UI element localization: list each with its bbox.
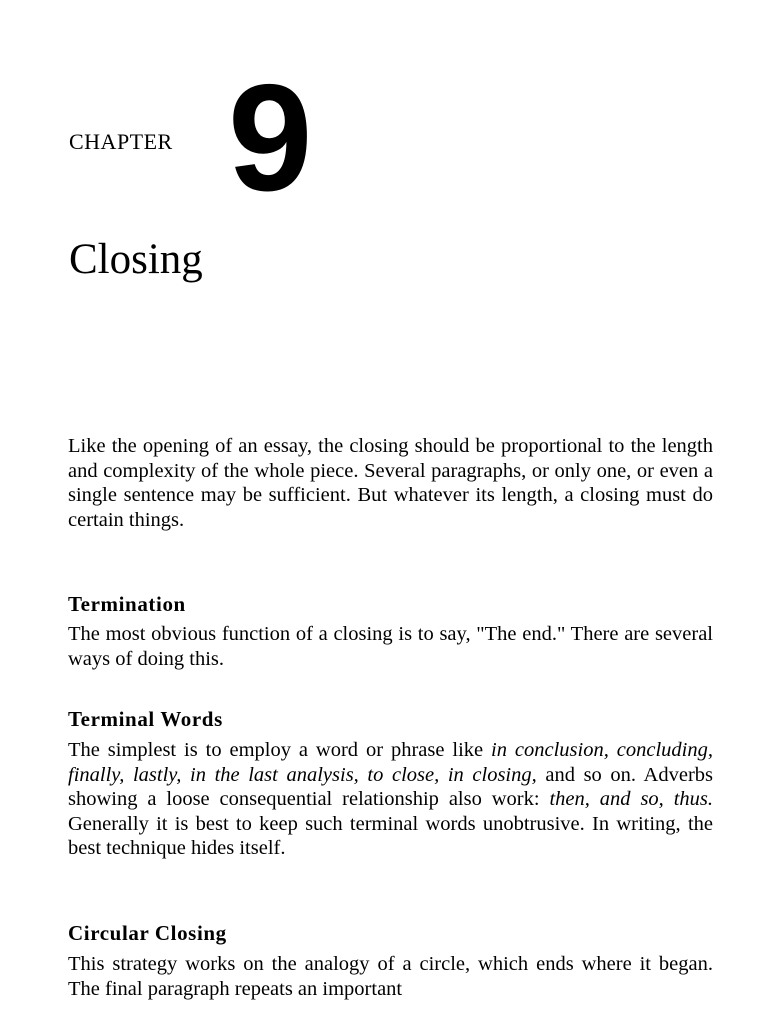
- section-body-circular-closing: This strategy works on the analogy of a circle, which ends where it began. The final paragraph repeats an important: [68, 953, 713, 1000]
- section-body-terminal-words: [68, 738, 713, 861]
- body-text: and so on. Adverbs showing a loose consequential relationship also work:: [68, 763, 713, 811]
- section-body-termination: The most obvious function of a closing is to say, "The end." There are several ways of doing this.: [68, 623, 713, 670]
- body-text: Generally it is best to keep such terminal words unobtrusive. In writing, the best technique hides itself.: [68, 812, 713, 860]
- section-heading-terminal-words: Terminal Words: [68, 707, 223, 731]
- body-text: The simplest is to employ a word or phrase like: [68, 739, 492, 761]
- chapter-label: CHAPTER: [69, 129, 173, 154]
- italic-adverbs: then, and so, thus.: [549, 788, 713, 811]
- section-heading-termination: Termination: [68, 592, 186, 616]
- chapter-title: Closing: [69, 236, 203, 283]
- section-heading-circular-closing: Circular Closing: [68, 921, 227, 945]
- chapter-number: 9: [228, 53, 313, 223]
- intro-paragraph: Like the opening of an essay, the closing should be proportional to the length and complexity of the whole piece. Several paragraphs, or only one, or even a single sentence may be sufficient. But whatever its length, a closing must do certain things.: [68, 435, 713, 531]
- italic-examples: in conclusion, concluding, finally, lastly, in the last analysis, to close, in closing,: [68, 739, 713, 786]
